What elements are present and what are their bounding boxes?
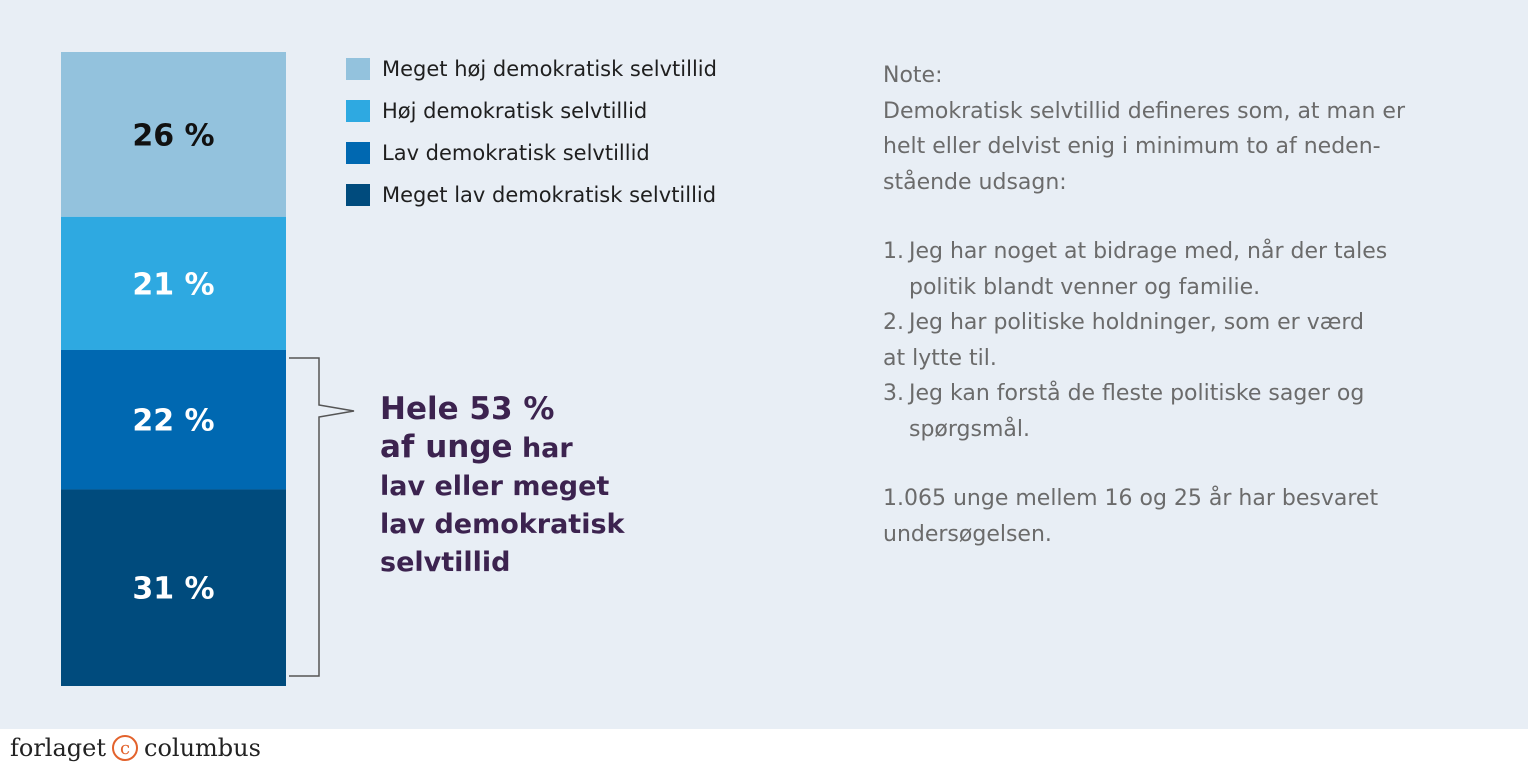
callout-line-2-bold: af unge (380, 429, 513, 465)
callout-line-4: lav demokratisk (380, 509, 625, 540)
legend-swatch-2 (346, 100, 370, 122)
note-statement-3-line-2: spørgsmål. (909, 416, 1030, 442)
legend-item-3 (346, 142, 717, 184)
callout-line-1: Hele 53 % (380, 391, 555, 427)
bar-segment-3-label: 22 % (132, 403, 215, 439)
legend-item-2 (346, 100, 717, 142)
note-statement-3-line-1: Jeg kan forstå de fleste politiske sager og (909, 381, 1365, 406)
note-definition-3: stående udsagn: (883, 169, 1067, 195)
note-block (883, 58, 1483, 552)
callout-line-2 (380, 428, 710, 468)
legend (346, 58, 717, 226)
legend-swatch-4 (346, 184, 370, 206)
note-statement-3-number: 3. (883, 381, 904, 406)
bar-segment-4-label: 31 % (132, 571, 215, 607)
publisher-logo (10, 734, 261, 762)
legend-label-4: Meget lav demokratisk selvtillid (382, 183, 717, 207)
legend-label-2: Høj demokratisk selvtillid (382, 99, 648, 123)
note-footer-2: undersøgelsen. (883, 521, 1052, 547)
bar-segment-1-label: 26 % (132, 118, 215, 154)
callout-line-3: lav eller meget (380, 471, 610, 502)
note-definition-1: Demokratisk selvtillid defineres som, at man er (883, 98, 1405, 124)
note-statement-1-number: 1. (883, 239, 904, 264)
note-statement-2 (883, 305, 1483, 341)
logo-mark-icon: c (112, 735, 138, 761)
note-statement-2-tail (883, 341, 1483, 377)
note-heading: Note: (883, 63, 943, 88)
legend-swatch-1 (346, 58, 370, 80)
callout-text (380, 390, 710, 582)
note-statement-2-line-2: at lytte til. (883, 345, 997, 371)
note-definition-2: helt eller delvist enig i minimum to af neden- (883, 134, 1381, 159)
bar-stack (61, 52, 286, 686)
legend-label-3: Lav demokratisk selvtillid (382, 141, 650, 165)
legend-label-1: Meget høj demokratisk selvtillid (382, 57, 717, 81)
callout-line-5: selvtillid (380, 547, 511, 578)
callout-bracket (289, 358, 354, 676)
bar-segment-2-label: 21 % (132, 267, 215, 303)
note-statement-3 (883, 376, 1483, 447)
note-statement-2-line-1: Jeg har politiske holdninger, som er værd (909, 310, 1364, 335)
note-footer-1: 1.065 unge mellem 16 og 25 år har besvaret (883, 486, 1379, 511)
note-statement-1-line-1: Jeg har noget at bidrage med, når der tales (909, 239, 1388, 264)
logo-text-right: columbus (144, 734, 261, 762)
legend-item-4 (346, 184, 717, 226)
logo-text-left: forlaget (10, 734, 106, 762)
legend-swatch-3 (346, 142, 370, 164)
callout-line-2-rest: har (512, 433, 573, 464)
note-statement-1 (883, 234, 1483, 305)
note-statement-2-number: 2. (883, 310, 904, 335)
note-statement-1-line-2: politik blandt venner og familie. (909, 274, 1261, 300)
note-statement-list (883, 234, 1483, 447)
legend-item-1 (346, 58, 717, 100)
